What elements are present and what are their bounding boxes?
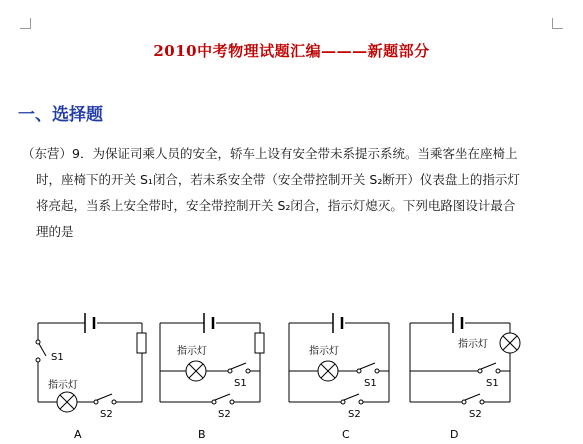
page-corner-mark-left <box>20 18 31 29</box>
switch-s2 <box>97 394 112 400</box>
circuit-b-s2-label: S2 <box>218 409 231 420</box>
circuit-a-s1-label: S1 <box>51 352 64 363</box>
switch-s1 <box>481 363 496 369</box>
option-b-label: B <box>198 428 206 441</box>
circuit-diagrams <box>0 300 583 444</box>
circuit-b <box>160 313 264 404</box>
switch-s1 <box>360 363 375 369</box>
circuit-d-s1-label: S1 <box>486 378 499 389</box>
switch-s2 <box>465 394 480 400</box>
circuit-a-lamp-label: 指示灯 <box>48 380 78 391</box>
circuit-b-lamp-label: 指示灯 <box>177 346 207 357</box>
option-d-label: D <box>450 428 459 441</box>
question-text <box>22 141 570 245</box>
document-title: 2010中考物理试题汇编———新题部分 <box>153 42 430 60</box>
circuit-d-s2-label: S2 <box>469 409 482 420</box>
circuit-c <box>289 313 389 404</box>
circuit-d <box>410 313 520 404</box>
option-c-label: C <box>342 428 350 441</box>
section-heading: 一、选择题 <box>18 105 103 125</box>
question-line-1: （东营）9．为保证司乘人员的安全，轿车上设有安全带未系提示系统。当乘客坐在座椅上 <box>22 146 518 161</box>
circuit-a-s2-label: S2 <box>100 409 113 420</box>
option-a-label: A <box>74 428 82 441</box>
circuit-c-s2-label: S2 <box>348 409 361 420</box>
question-line-3: 将亮起，当系上安全带时，安全带控制开关 S₂闭合，指示灯熄灭。下列电路图设计最合 <box>36 198 516 213</box>
circuit-d-lamp-label: 指示灯 <box>458 339 488 350</box>
switch-s2 <box>215 394 230 400</box>
switch-s2 <box>344 394 359 400</box>
circuit-c-s1-label: S1 <box>364 378 377 389</box>
resistor <box>255 333 264 353</box>
circuit-c-lamp-label: 指示灯 <box>309 346 339 357</box>
question-line-4: 理的是 <box>36 224 74 239</box>
page-corner-mark-right <box>552 18 563 29</box>
circuit-b-s1-label: S1 <box>234 378 247 389</box>
question-line-2: 时，座椅下的开关 S₁闭合，若未系安全带（安全带控制开关 S₂断开）仪表盘上的指示灯 <box>36 172 520 187</box>
resistor <box>137 333 146 353</box>
switch-s1 <box>231 363 246 369</box>
